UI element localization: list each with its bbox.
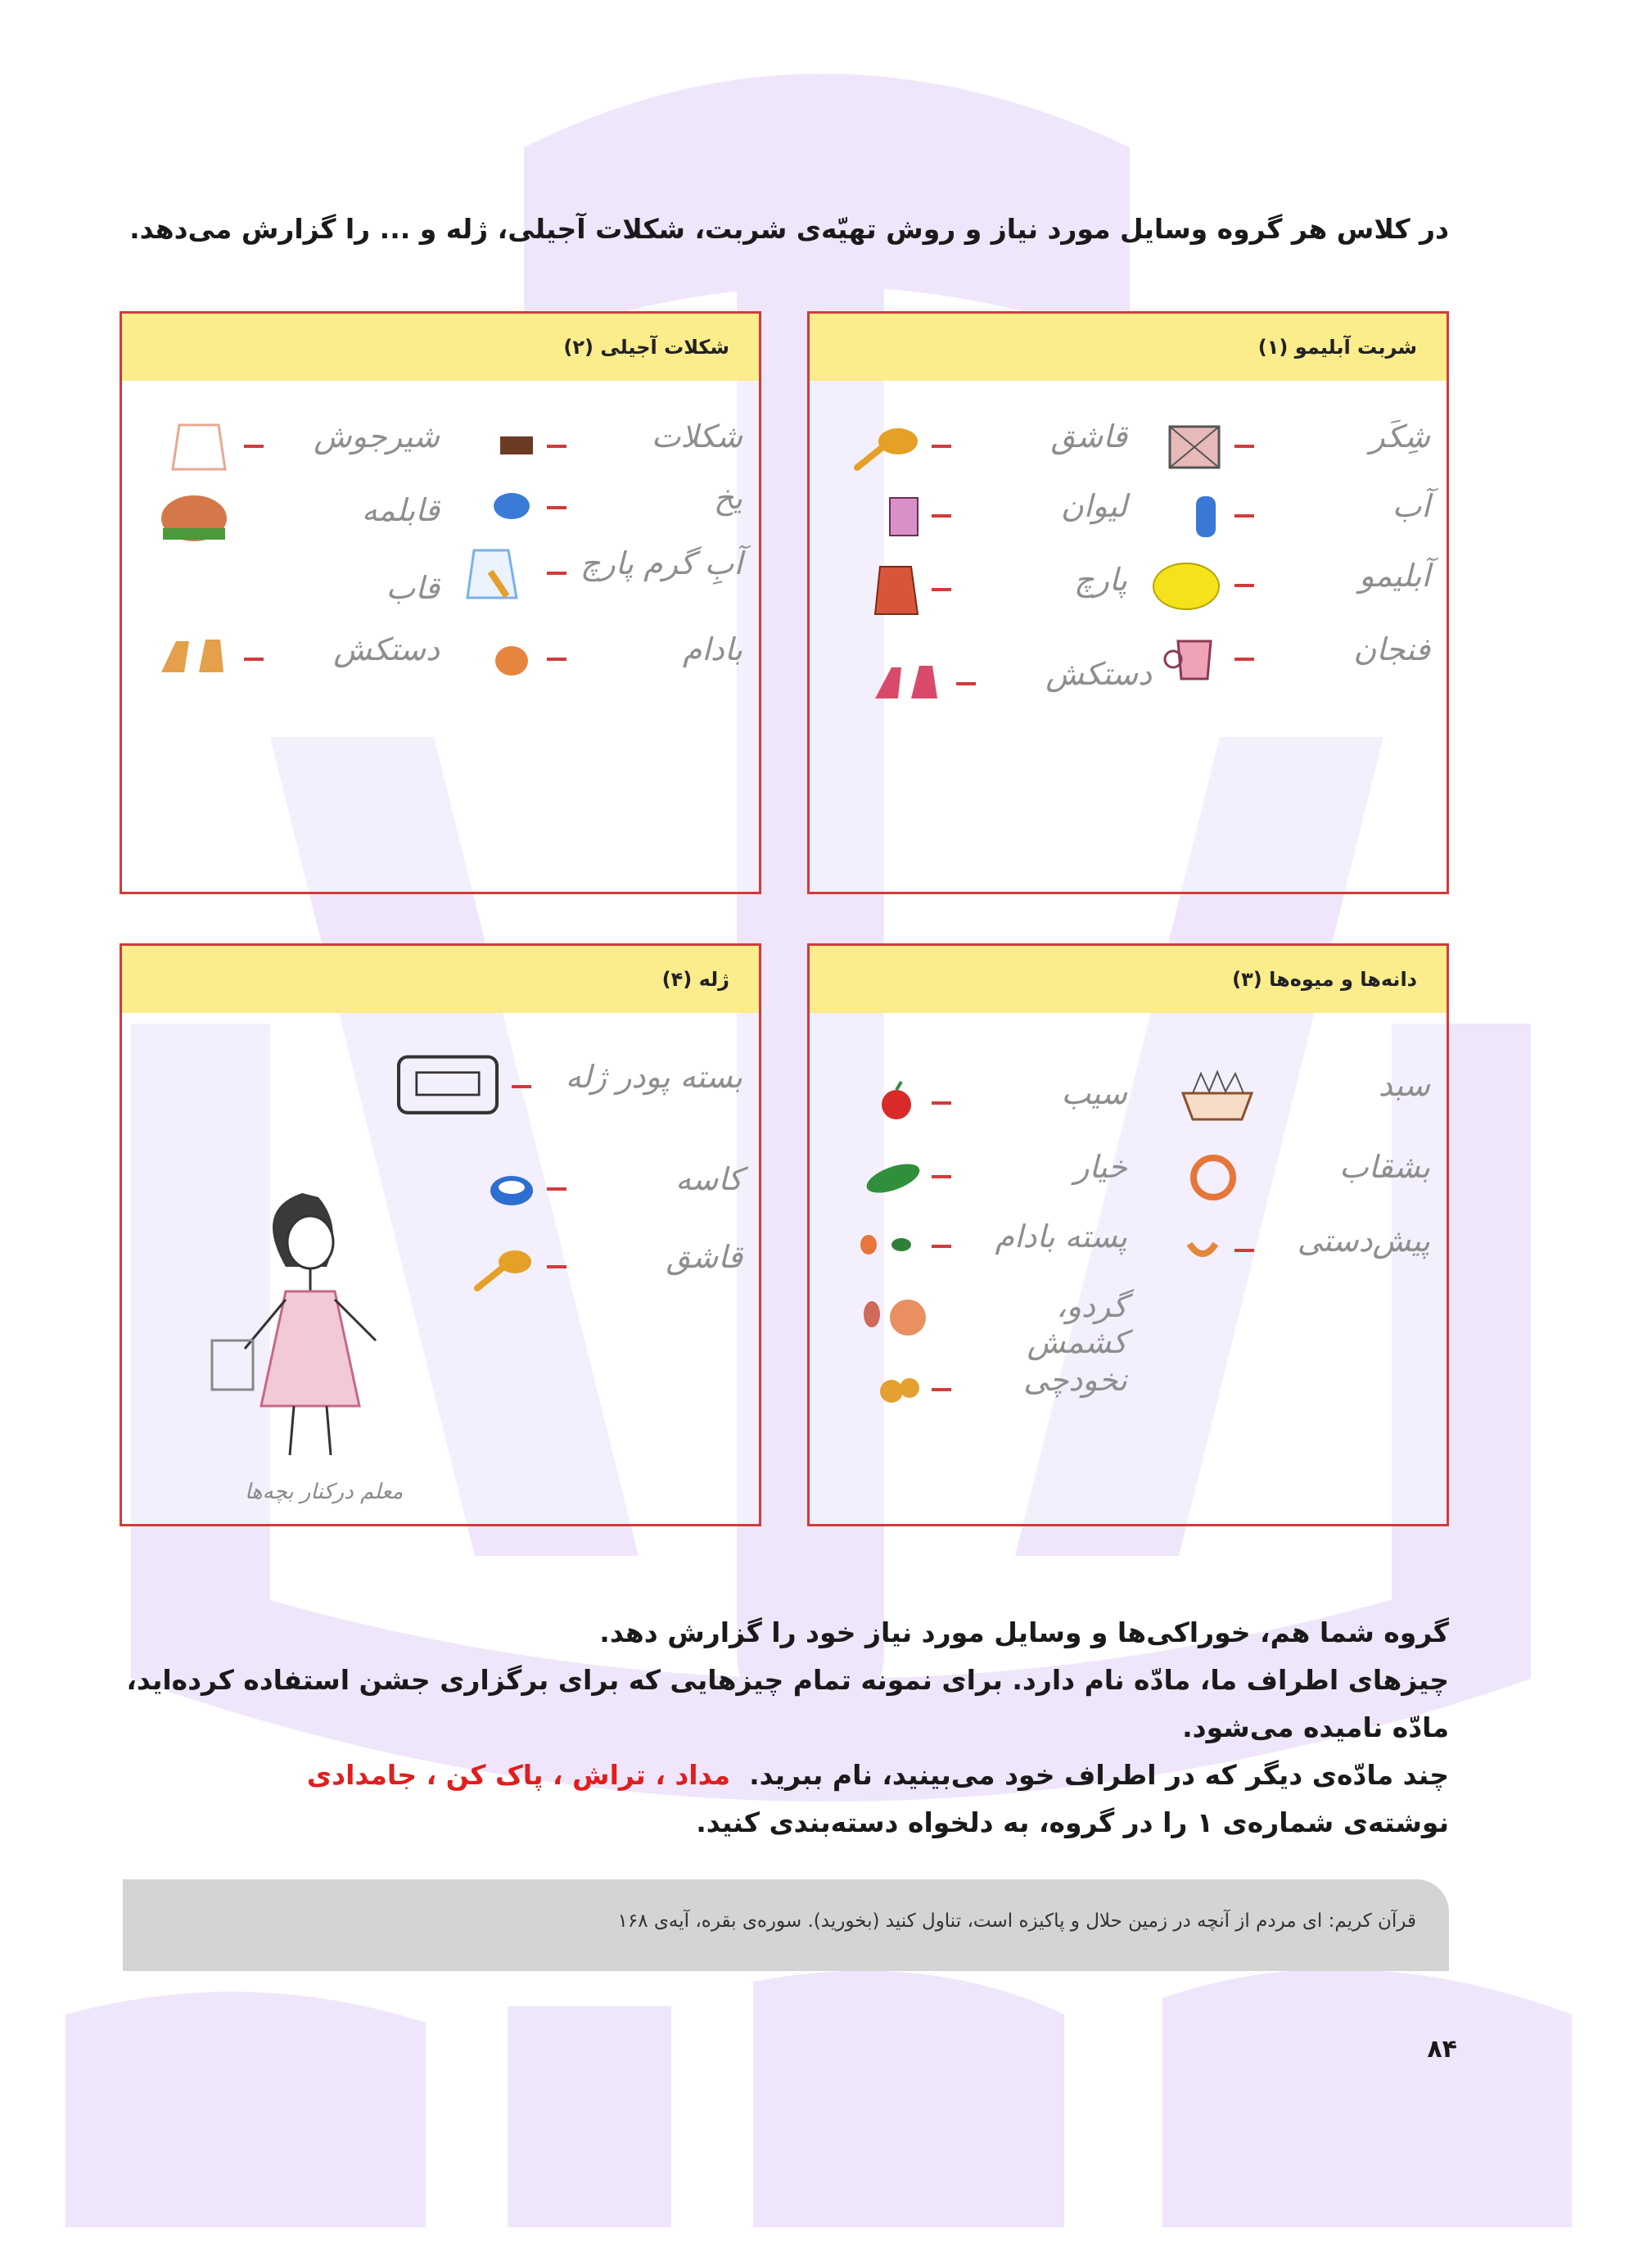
cooking-pot-icon xyxy=(155,494,237,548)
list-item xyxy=(145,487,440,553)
item-label: دستکش xyxy=(1045,656,1152,692)
list-item xyxy=(448,1156,742,1222)
handwritten-answer: مداد ، تراش ، پاک کن ، جامدادی xyxy=(306,1759,731,1791)
gloves-icon xyxy=(867,658,949,712)
list-item xyxy=(833,483,1127,549)
list-item xyxy=(833,414,1127,479)
jelly-powder-box-icon xyxy=(390,1046,505,1119)
small-plate-icon xyxy=(1145,1224,1227,1278)
list-item xyxy=(1135,483,1430,549)
item-label: سیب xyxy=(1061,1075,1127,1111)
panel-drawing xyxy=(810,1013,1447,1524)
list-item xyxy=(1135,1218,1430,1283)
glass-icon xyxy=(842,490,924,544)
item-label: پارچ xyxy=(1073,562,1127,598)
panel-seeds-fruits xyxy=(807,943,1449,1526)
item-label: شیرجوش xyxy=(314,418,440,454)
list-item xyxy=(857,651,1152,717)
paragraph: نوشته‌ی شماره‌ی ۱ را در گروه، به دلخواه دسته‌بندی کنید. xyxy=(696,1806,1449,1838)
panel-title: ژله (۴) xyxy=(122,946,759,1013)
panel-lemonade xyxy=(807,311,1449,894)
water-jar-icon xyxy=(1145,490,1227,544)
teacher-caption: معلم درکنار بچه‌ها xyxy=(245,1480,404,1504)
intro-text: در کلاس هر گروه وسایل مورد نیاز و روش تهیّه‌ی شربت، شکلات آجیلی، ژله و ... را گزارش می‌دهد. xyxy=(129,213,1449,245)
chickpea-icon xyxy=(842,1363,924,1417)
panel-nut-chocolate xyxy=(120,311,761,894)
list-item xyxy=(1135,1144,1430,1209)
item-label: پیش‌دستی xyxy=(1297,1223,1430,1259)
list-item xyxy=(833,1070,1127,1136)
item-label: قاشق xyxy=(666,1239,742,1275)
item-label: بادام xyxy=(682,631,742,667)
item-label: قاشق xyxy=(1050,418,1127,454)
panel-title: شربت آبلیمو (۱) xyxy=(810,314,1447,381)
almond-icon xyxy=(458,633,539,687)
list-item xyxy=(1135,553,1430,618)
panel-drawing xyxy=(122,381,759,892)
item-label: قابلمه xyxy=(361,492,440,528)
item-label: سبد xyxy=(1378,1067,1430,1103)
list-item xyxy=(1135,1062,1430,1128)
list-item xyxy=(448,1234,742,1300)
item-label: دستکش xyxy=(333,631,440,667)
item-label: پسته بادام xyxy=(995,1218,1127,1255)
item-label: یخ xyxy=(713,480,742,516)
chocolate-icon xyxy=(458,420,539,474)
plate-icon xyxy=(1172,1151,1254,1205)
ice-icon xyxy=(458,481,539,536)
list-item xyxy=(448,475,742,540)
bowl-icon xyxy=(458,1163,539,1217)
list-item xyxy=(833,557,1127,622)
list-item xyxy=(1135,626,1430,692)
panel-title: دانه‌ها و میوه‌ها (۳) xyxy=(810,946,1447,1013)
item-label: خیار xyxy=(1074,1149,1127,1185)
panel-jelly xyxy=(120,943,761,1526)
spoon-icon xyxy=(458,1241,539,1295)
panel-drawing xyxy=(122,1013,759,1524)
list-item xyxy=(833,1144,1127,1209)
spoon-icon xyxy=(842,420,924,474)
paragraph xyxy=(123,1752,1449,1799)
panel-title: شکلات آجیلی (۲) xyxy=(122,314,759,381)
page-number: ۸۴ xyxy=(1427,2035,1457,2064)
list-item xyxy=(448,414,742,479)
item-label: آب xyxy=(1392,488,1430,524)
lemon-icon xyxy=(1145,559,1227,613)
question-prompt: چند مادّه‌ی دیگر که در اطراف خود می‌بینید، نام ببرید. xyxy=(749,1759,1449,1791)
item-label: آبِ گرم پارچ xyxy=(580,545,742,581)
item-label: شِکَر xyxy=(1370,418,1430,454)
pitcher-icon xyxy=(842,563,924,617)
body-text xyxy=(123,1609,1449,1847)
panel-drawing xyxy=(810,381,1447,892)
list-item xyxy=(145,414,440,479)
paragraph: چیزهای اطراف ما، مادّه نام دارد. برای نمونه تمام چیزهایی که برای برگزاری جشن استفاده کرده‌اید، مادّه نامیده می‌شود. xyxy=(126,1664,1449,1743)
nuts-icon xyxy=(842,1220,924,1274)
quran-verse: قرآن کریم: ای مردم از آنچه در زمین حلال و پاکیزه است، تناول کنید (بخورید). سوره‌ی بقره، آیه‌ی ۱۶۸ xyxy=(617,1910,1416,1932)
list-item xyxy=(145,565,440,631)
quran-verse-box xyxy=(123,1879,1449,1971)
apple-icon xyxy=(842,1077,924,1131)
list-item xyxy=(1135,414,1430,479)
item-label: بشقاب xyxy=(1338,1149,1430,1185)
warm-water-pitcher-icon xyxy=(458,547,539,601)
cucumber-icon xyxy=(842,1151,924,1205)
item-label: آبلیمو xyxy=(1359,558,1430,594)
list-item xyxy=(833,1283,1127,1360)
gloves-icon xyxy=(155,633,237,687)
item-label: قاب xyxy=(386,570,440,606)
teacher-drawing-icon xyxy=(204,1177,417,1472)
item-label: فنجان xyxy=(1353,631,1430,667)
item-label: گردو، کشمش xyxy=(1027,1288,1127,1360)
paragraph: گروه شما هم، خوراکی‌ها و وسایل مورد نیاز خود را گزارش دهد. xyxy=(599,1616,1449,1648)
item-label: لیوان xyxy=(1060,488,1127,524)
list-item xyxy=(833,1214,1127,1279)
basket-icon xyxy=(1176,1069,1258,1123)
item-label: شکلات xyxy=(651,418,742,454)
list-item xyxy=(448,540,742,606)
cup-icon xyxy=(1145,633,1227,687)
list-item xyxy=(382,1054,742,1119)
sugar-box-icon xyxy=(1145,420,1227,474)
walnut-raisin-icon xyxy=(857,1290,939,1344)
list-item xyxy=(833,1357,1127,1422)
milk-pot-icon xyxy=(155,420,237,474)
item-label: نخودچی xyxy=(1023,1362,1127,1398)
list-item xyxy=(145,626,440,692)
item-label: کاسه xyxy=(675,1161,742,1197)
list-item xyxy=(448,626,742,692)
item-label: بسته پودر ژله xyxy=(565,1059,742,1095)
